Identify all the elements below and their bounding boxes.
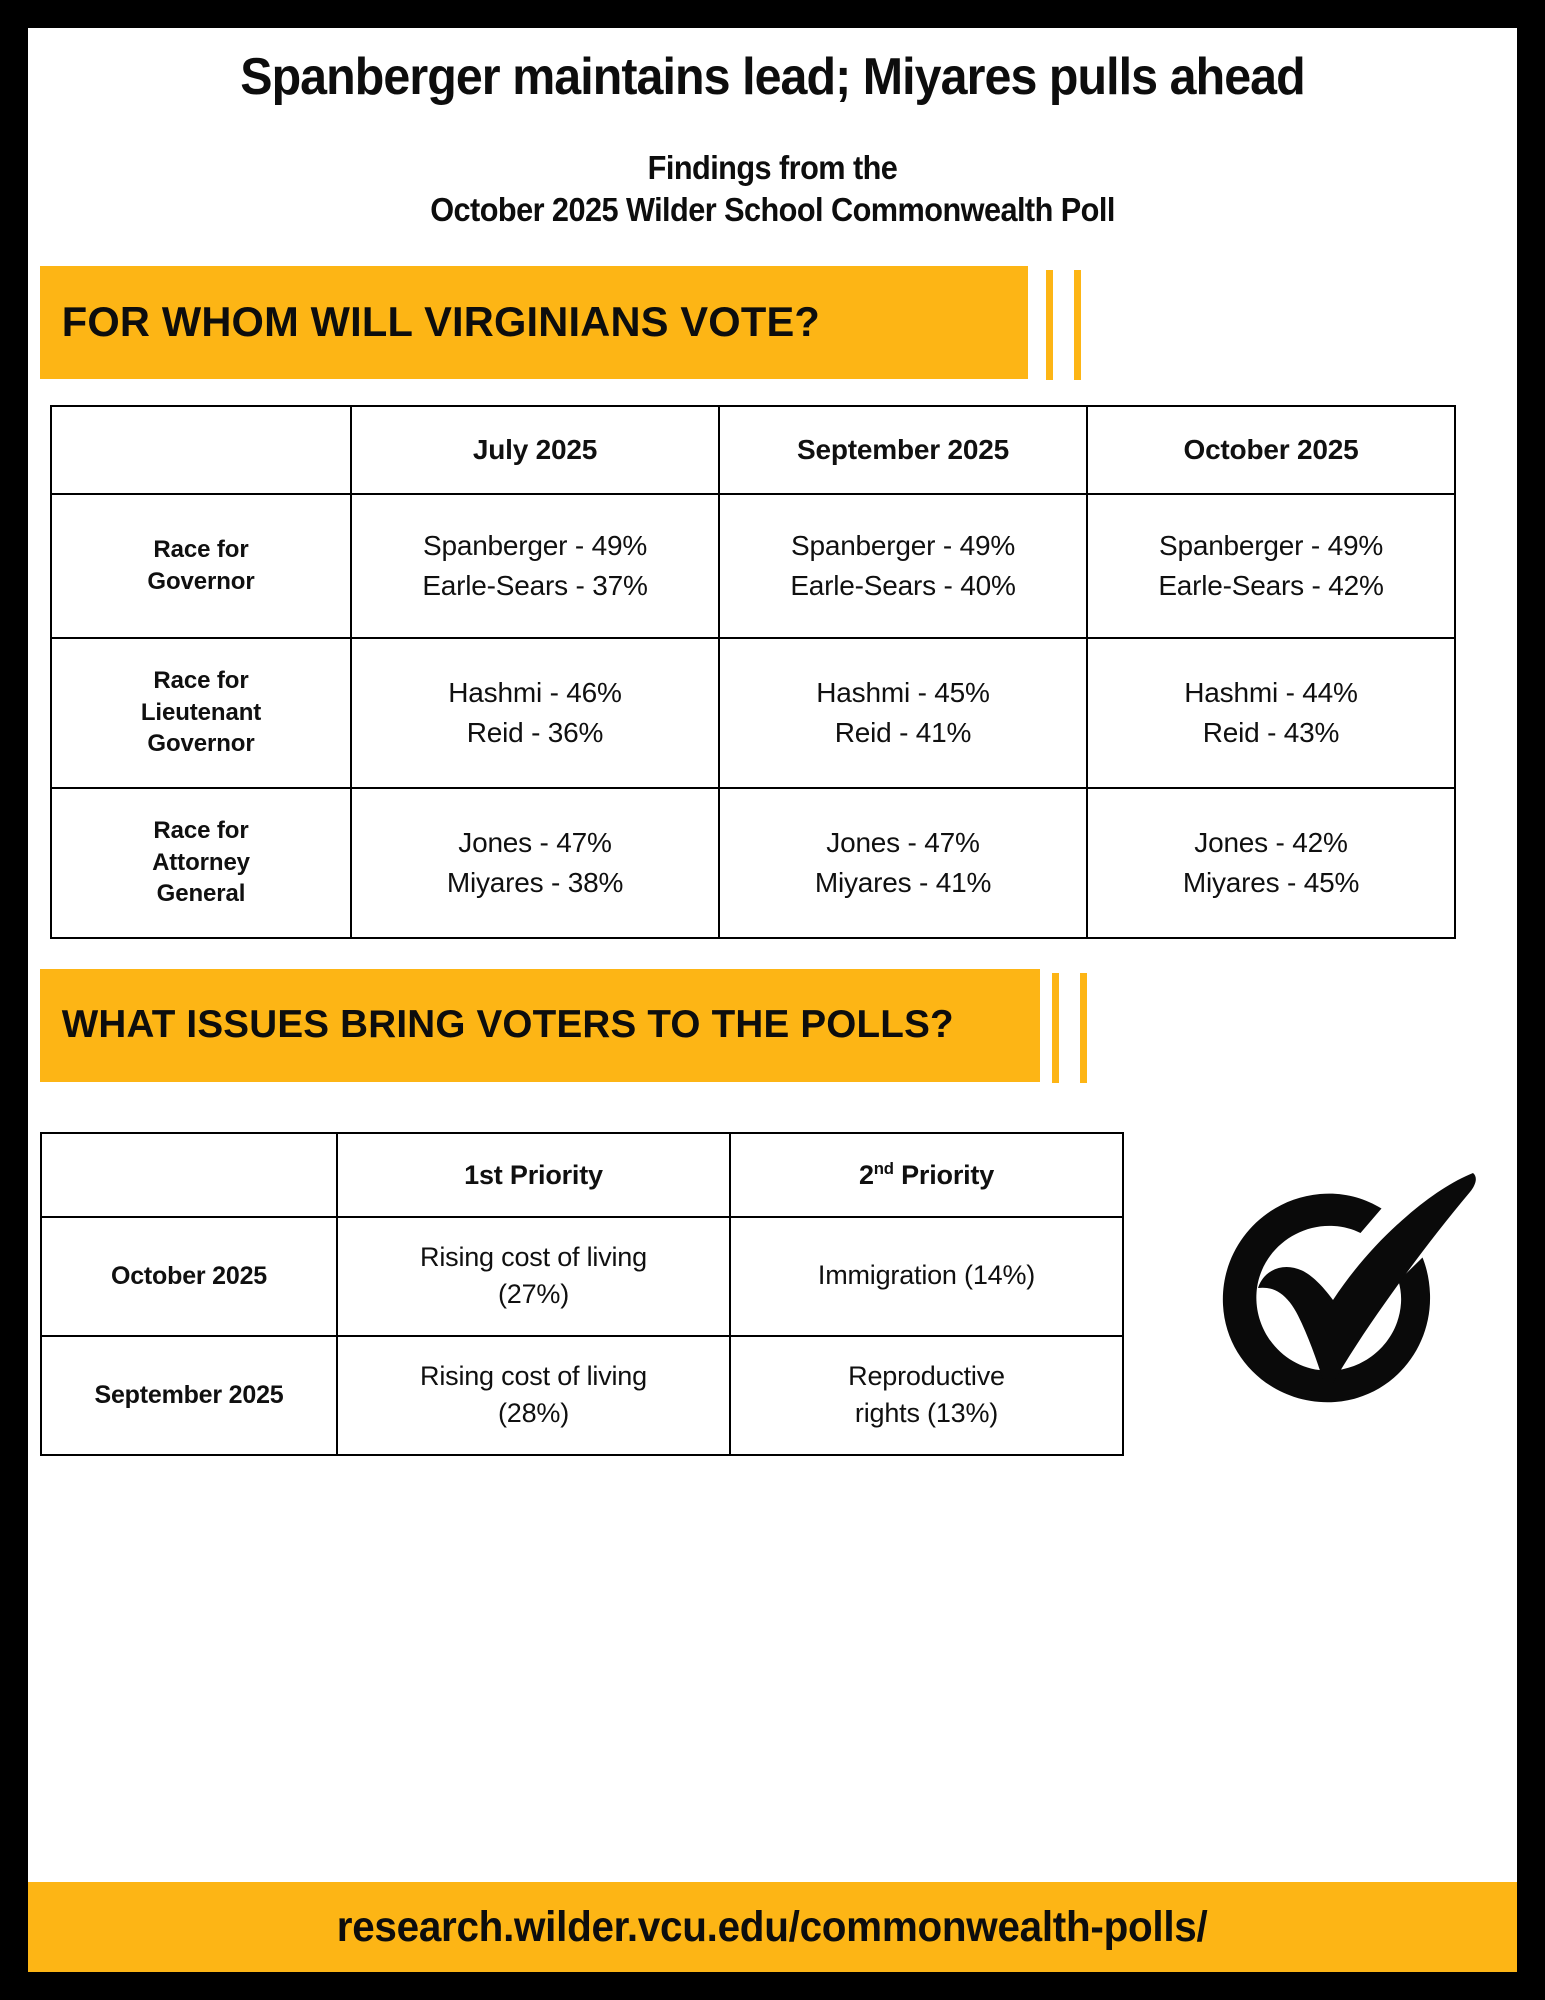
cell-line-1: Hashmi - 46% (448, 676, 622, 708)
cell-line-2: Miyares - 45% (1182, 866, 1360, 898)
cell-line-1: Rising cost of living (420, 1360, 647, 1391)
race-table-col-october: October 2025 (1087, 406, 1455, 494)
cell-line-2: Reid - 43% (1202, 716, 1340, 748)
cell-line-1: Hashmi - 45% (816, 676, 990, 708)
cell-line-1: Spanberger - 49% (790, 529, 1016, 561)
vote-banner-bar (40, 266, 1028, 379)
cell-line-2: Miyares - 41% (814, 866, 992, 898)
cell-line-2: Reid - 41% (834, 716, 972, 748)
accent-stripe-1 (1046, 270, 1053, 380)
accent-stripe-4 (1080, 973, 1087, 1083)
race-cell-ltgov-october (1087, 638, 1455, 788)
cell-line-1: Jones - 47% (458, 826, 612, 858)
subtitle-line-2: October 2025 Wilder School Commonwealth Poll (430, 191, 1115, 229)
subtitle-line-1: Findings from the (647, 149, 898, 187)
page-subtitle (80, 105, 1465, 231)
issues-table-col-second-priority (730, 1133, 1123, 1217)
cell-line-2: Earle-Sears - 40% (790, 569, 1016, 601)
table-row (51, 788, 1455, 938)
cell-line-2: Earle-Sears - 42% (1158, 569, 1384, 601)
cell-line-1: Immigration (14%) (817, 1260, 1036, 1291)
issues-cell-october-second (730, 1217, 1123, 1336)
issues-table-col-first-priority (337, 1133, 730, 1217)
cell-line-1: Hashmi - 44% (1184, 676, 1358, 708)
cell-line-2: rights (13%) (854, 1398, 999, 1429)
table-row (41, 1217, 1123, 1336)
row-label-line-2: Attorney (152, 848, 250, 876)
cell-line-2: Reid - 36% (466, 716, 604, 748)
table-header-row (51, 406, 1455, 494)
table-row (41, 1336, 1123, 1455)
race-cell-ag-october (1087, 788, 1455, 938)
page-title: Spanberger maintains lead; Miyares pulls ahead (240, 48, 1305, 106)
row-label-line-2: Governor (147, 567, 255, 595)
race-row-label-attorney-general (51, 788, 351, 938)
cell-line-1: Spanberger - 49% (422, 529, 648, 561)
race-table-col-july: July 2025 (351, 406, 719, 494)
vote-banner-label: FOR WHOM WILL VIRGINIANS VOTE? (61, 298, 820, 346)
race-cell-ltgov-july (351, 638, 719, 788)
issues-banner-label: WHAT ISSUES BRING VOTERS TO THE POLLS? (61, 1003, 954, 1047)
first-priority-rest: Priority (502, 1159, 603, 1190)
vote-section-banner (28, 266, 1517, 379)
issues-row-label-september: September 2025 (41, 1336, 337, 1455)
issues-cell-september-second (730, 1336, 1123, 1455)
cell-line-1: Jones - 47% (826, 826, 980, 858)
row-label-line-2: Lieutenant (140, 698, 262, 726)
race-row-label-lt-governor (51, 638, 351, 788)
accent-stripe-3 (1052, 973, 1059, 1083)
issues-table-corner-cell (41, 1133, 337, 1217)
race-cell-ltgov-september (719, 638, 1087, 788)
race-cell-ag-july (351, 788, 719, 938)
cell-line-2: Miyares - 38% (446, 866, 624, 898)
cell-line-1: Spanberger - 49% (1158, 529, 1384, 561)
race-cell-governor-july (351, 494, 719, 638)
issues-banner-bar (40, 969, 1040, 1082)
row-label-line-1: Race for (153, 667, 249, 695)
cell-line-1: Reproductive (848, 1360, 1005, 1391)
table-header-row (41, 1133, 1123, 1217)
race-cell-governor-october (1087, 494, 1455, 638)
footer-url-bar (28, 1882, 1517, 1972)
issues-priority-table (40, 1132, 1124, 1456)
checkmark-circle-icon (1185, 1144, 1485, 1444)
race-table-col-september: September 2025 (719, 406, 1087, 494)
cell-line-1: Rising cost of living (420, 1241, 647, 1272)
row-label-line-1: Race for (153, 535, 249, 563)
race-row-label-governor (51, 494, 351, 638)
cell-line-1: Jones - 42% (1194, 826, 1348, 858)
issues-cell-september-first (337, 1336, 730, 1455)
cell-line-2: Earle-Sears - 37% (422, 569, 648, 601)
poster-sheet (28, 28, 1517, 1972)
second-priority-ordinal: nd (873, 1158, 894, 1178)
first-priority-main: 1st (464, 1159, 503, 1190)
issues-section (28, 1132, 1517, 1462)
row-label-line-3: General (156, 880, 246, 908)
row-label-line-1: Race for (153, 817, 249, 845)
second-priority-rest: Priority (893, 1159, 995, 1190)
issues-row-label-october: October 2025 (41, 1217, 337, 1336)
cell-line-2: (28%) (497, 1398, 570, 1429)
cell-line-2: (27%) (497, 1279, 570, 1310)
second-priority-main: 2 (858, 1159, 874, 1190)
footer-url-label[interactable]: research.wilder.vcu.edu/commonwealth-polls/ (337, 1902, 1208, 1951)
table-row (51, 494, 1455, 638)
race-cell-governor-september (719, 494, 1087, 638)
race-results-table (50, 405, 1456, 939)
accent-stripe-2 (1074, 270, 1081, 380)
issues-section-banner (28, 969, 1517, 1082)
row-label-line-3: Governor (147, 730, 255, 758)
race-table-corner-cell (51, 406, 351, 494)
issues-cell-october-first (337, 1217, 730, 1336)
race-cell-ag-september (719, 788, 1087, 938)
table-row (51, 638, 1455, 788)
